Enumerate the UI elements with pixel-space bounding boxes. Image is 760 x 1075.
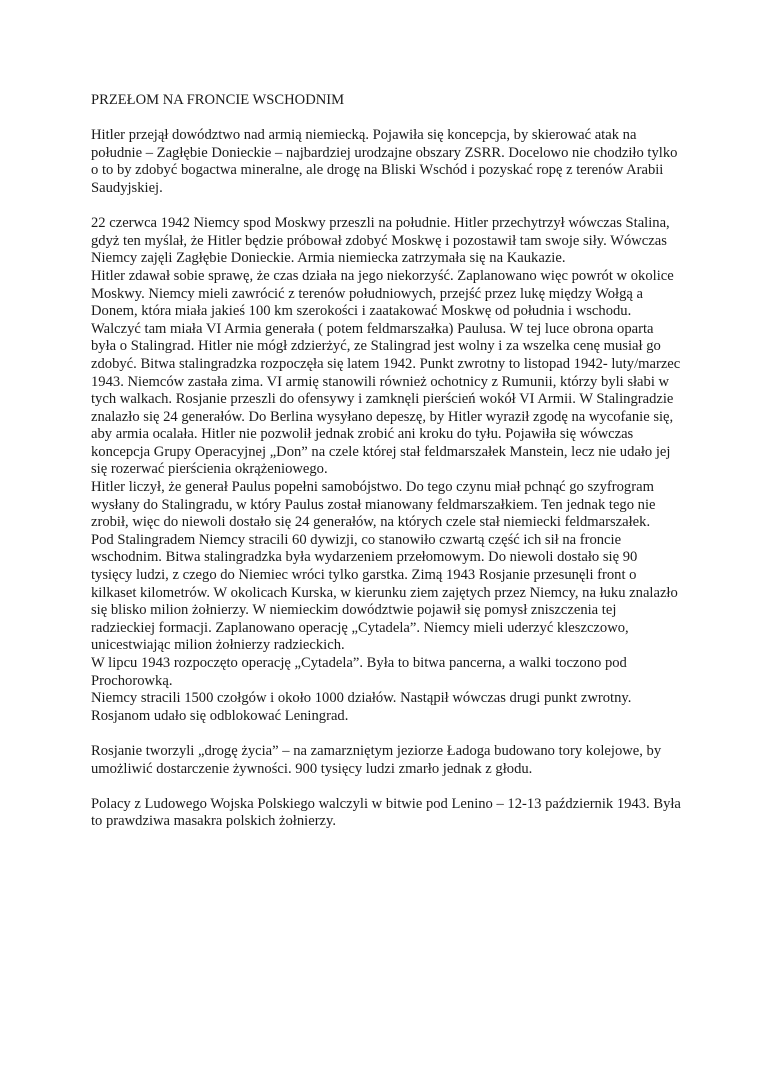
blank-line: [91, 198, 681, 216]
blank-line: [91, 725, 681, 743]
paragraph-4: Hitler liczył, że generał Paulus popełni samobójstwo. Do tego czynu miał pchnąć go szyfrogram wysłany do Stalingradu, w który Paulus został mianowany feldmarszałkiem. Ten jednak tego nie zrobił, więc do niewoli dostało się 24 generałów, na których czele stał niemiecki feldmarszałek.: [91, 479, 656, 531]
paragraph-9: Polacy z Ludowego Wojska Polskiego walczyli w bitwie pod Lenino – 12-13 październik 1943. Była to prawdziwa masakra polskich żołnierzy.: [91, 795, 681, 830]
blank-line: [91, 110, 681, 128]
paragraph-8: Rosjanie tworzyli „drogę życia” – na zamarzniętym jeziorze Ładoga budowano tory kolejowe, by umożliwić dostarczenie żywności. 900 tysięcy ludzi zmarło jednak z głodu.: [91, 742, 662, 777]
paragraph-7: Niemcy stracili 1500 czołgów i około 1000 działów. Nastąpił wówczas drugi punkt zwrotny. Rosjanom udało się odblokować Leningrad.: [91, 690, 632, 724]
document-body: [91, 92, 681, 831]
paragraph-1: Hitler przejął dowództwo nad armią niemiecką. Pojawiła się koncepcja, by skierować atak na południe – Zagłębie Donieckie – najbardziej urodzajne obszary ZSRR. Docelowo nie chodziło tylko o to by zdobyć bogactwa mineralne, ale drogę na Bliski Wschód i pozyskać ropę z terenów Arabii Saudyjskiej.: [91, 127, 678, 196]
paragraph-2: 22 czerwca 1942 Niemcy spod Moskwy przeszli na południe. Hitler przechytrzył wówczas Stalina, gdyż ten myślał, że Hitler będzie próbował zdobyć Moskwę i pozostawił tam swoje siły. Wówczas Niemcy zajęli Zagłębie Donieckie. Armia niemiecka zatrzymała się na Kaukazie.: [91, 215, 670, 267]
paragraph-3: Hitler zdawał sobie sprawę, że czas działa na jego niekorzyść. Zaplanowano więc powrót w okolice Moskwy. Niemcy mieli zawrócić z terenów południowych, przejść przez lukę między Wołgą a Donem, która miała jakieś 100 km szerokości i zaatakować Moskwę od południa i wschodu. Walczyć tam miała VI Armia generała ( potem feldmarszałka) Paulusa. W tej luce obrona oparta była o Stalingrad. Hitler nie mógł zdzierżyć, ze Stalingrad jest wolny i za wszelka cenę musiał go zdobyć. Bitwa stalingradzka rozpoczęła się latem 1942. Punkt zwrotny to listopad 1942- luty/marzec 1943. Niemców zastała zima. VI armię stanowili również ochotnicy z Rumunii, którzy byli słabi w tych walkach. Rosjanie przeszli do ofensywy i zamknęli pierścień wokół VI Armii. W Stalingradzie znalazło się 24 generałów. Do Berlina wysyłano depeszę, by Hitler wyraził zgodę na wycofanie się, aby armia ocalała. Hitler nie pozwolił jednak zrobić ani kroku do tyłu. Pojawiła się wówczas koncepcja Grupy Operacyjnej „Don” na czele której stał feldmarszałek Manstein, lecz nie udało jej się rozerwać pierścienia okrążeniowego.: [91, 267, 681, 478]
paragraph-6: W lipcu 1943 rozpoczęto operację „Cytadela”. Była to bitwa pancerna, a walki toczono pod Prochorowką.: [91, 655, 627, 689]
paragraph-5: Pod Stalingradem Niemcy stracili 60 dywizji, co stanowiło czwartą część ich sił na froncie wschodnim. Bitwa stalingradzka była wydarzeniem przełomowym. Do niewoli dostało się 90 tysięcy ludzi, z czego do Niemiec wróci tylko garstka. Zimą 1943 Rosjanie przesunęli front o kilkaset kilometrów. W okolicach Kurska, w kierunku ziem zajętych przez Niemcy, na łuku znalazło się blisko milion żołnierzy. W niemieckim dowództwie pojawił się pomysł zniszczenia tej radzieckiej formacji. Zaplanowano operację „Cytadela”. Niemcy mieli uderzyć kleszczowo, unicestwiając milion żołnierzy radzieckich.: [91, 531, 678, 654]
blank-line: [91, 778, 681, 796]
document-title: PRZEŁOM NA FRONCIE WSCHODNIM: [91, 92, 345, 108]
